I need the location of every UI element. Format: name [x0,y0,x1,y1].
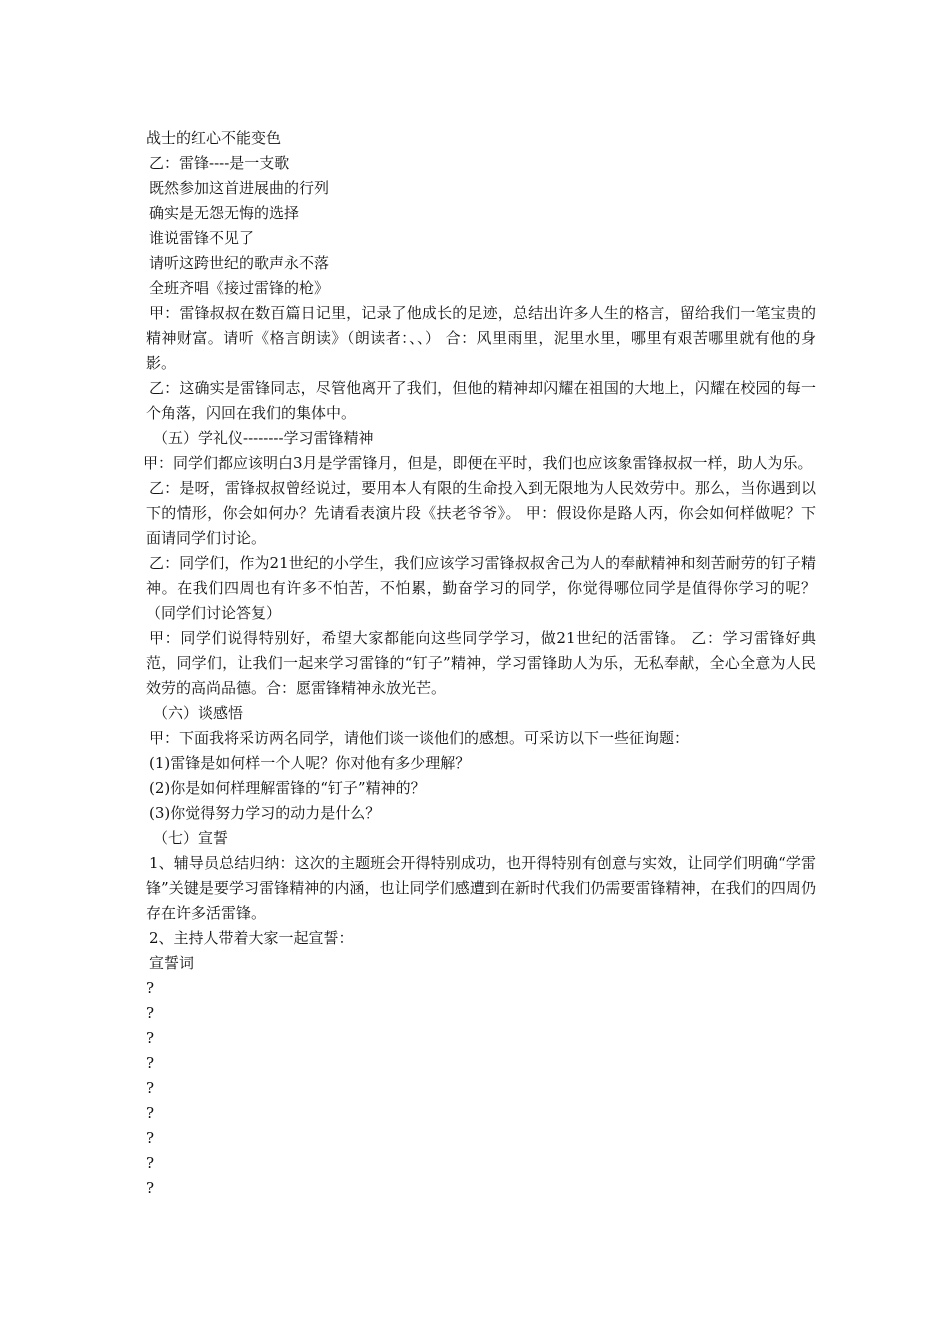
placeholder-mark: ? [146,1004,155,1022]
text-line: 既然参加这首进展曲的行列 [149,179,330,197]
summary-paragraph: 1、辅导员总结归纳：这次的主题班会开得特别成功，也开得特别有创意与实效，让同学们明确“学雷锋”关键是要学习雷锋精神的内涵，也让同学们感遭到在新时代我们仍需要雷锋精神，在我们的四周仍存在许多活雷锋。 [146,854,816,922]
dialogue-paragraph: 甲：同学们说得特别好，希望大家都能向这些同学学习，做21世纪的活雷锋。 乙：学习雷锋好典范，同学们，让我们一起来学习雷锋的“钉子”精神，学习雷锋助人为乐，无私奉献，全心全意为人民效劳的高尚品德。合：愿雷锋精神永放光芒。 [146,629,816,697]
text-line: 2、主持人带着大家一起宣誓： [149,929,354,947]
text-line: 全班齐唱《接过雷锋的枪》 [149,279,330,297]
placeholder-mark: ? [146,1154,155,1172]
question-item: (2)你是如何样理解雷锋的“钉子”精神的？ [149,779,426,797]
dialogue-paragraph: 乙：这确实是雷锋同志，尽管他离开了我们，但他的精神却闪耀在祖国的大地上，闪耀在校园的每一个角落，闪回在我们的集体中。 [146,379,816,422]
dialogue-paragraph: 甲：同学们都应该明白3月是学雷锋月，但是，即便在平时，我们也应该象雷锋叔叔一样，助人为乐。 [143,454,813,472]
section-heading: （六）谈感悟 [153,704,244,722]
placeholder-mark: ? [146,1079,155,1097]
document-body [143,126,816,1201]
text-line: 确实是无怨无悔的选择 [149,204,300,222]
dialogue-paragraph: 乙：是呀，雷锋叔叔曾经说过，要用本人有限的生命投入到无限地为人民效劳中。那么，当你遇到以下的情形，你会如何办？先请看表演片段《扶老爷爷》。 甲：假设你是路人丙，你会如何样做呢？下面请同学们讨论。 [146,479,816,547]
section-heading: （七）宣誓 [153,829,229,847]
question-item: (1)雷锋是如何样一个人呢？你对他有多少理解？ [149,754,471,772]
placeholder-mark: ? [146,1029,155,1047]
dialogue-paragraph: 乙：同学们，作为21世纪的小学生，我们应该学习雷锋叔叔舍己为人的奉献精神和刻苦耐劳的钉子精神。在我们四周也有许多不怕苦，不怕累，勤奋学习的同学，你觉得哪位同学是值得你学习的呢？（同学们讨论答复） [146,554,816,622]
text-line: 谁说雷锋不见了 [149,229,255,247]
placeholder-mark: ? [146,1129,155,1147]
dialogue-line: 乙：雷锋----是一支歌 [149,154,290,172]
text-line: 战士的红心不能变色 [146,129,282,147]
placeholder-mark: ? [146,1179,155,1197]
dialogue-paragraph: 甲：雷锋叔叔在数百篇日记里，记录了他成长的足迹，总结出许多人生的格言，留给我们一笔宝贵的精神财富。请听《格言朗读》（朗读者：、、） 合：风里雨里，泥里水里，哪里有艰苦哪里就有他的身影。 [146,304,816,372]
question-item: (3)你觉得努力学习的动力是什么？ [149,804,381,822]
text-line: 请听这跨世纪的歌声永不落 [149,254,330,272]
oath-title: 宣誓词 [149,954,195,972]
section-heading: （五）学礼仪--------学习雷锋精神 [153,429,374,447]
dialogue-line: 甲：下面我将采访两名同学，请他们谈一谈他们的感想。可采访以下一些征询题： [149,729,690,747]
placeholder-mark: ? [146,1054,155,1072]
placeholder-mark: ? [146,1104,155,1122]
placeholder-mark: ? [146,979,155,997]
